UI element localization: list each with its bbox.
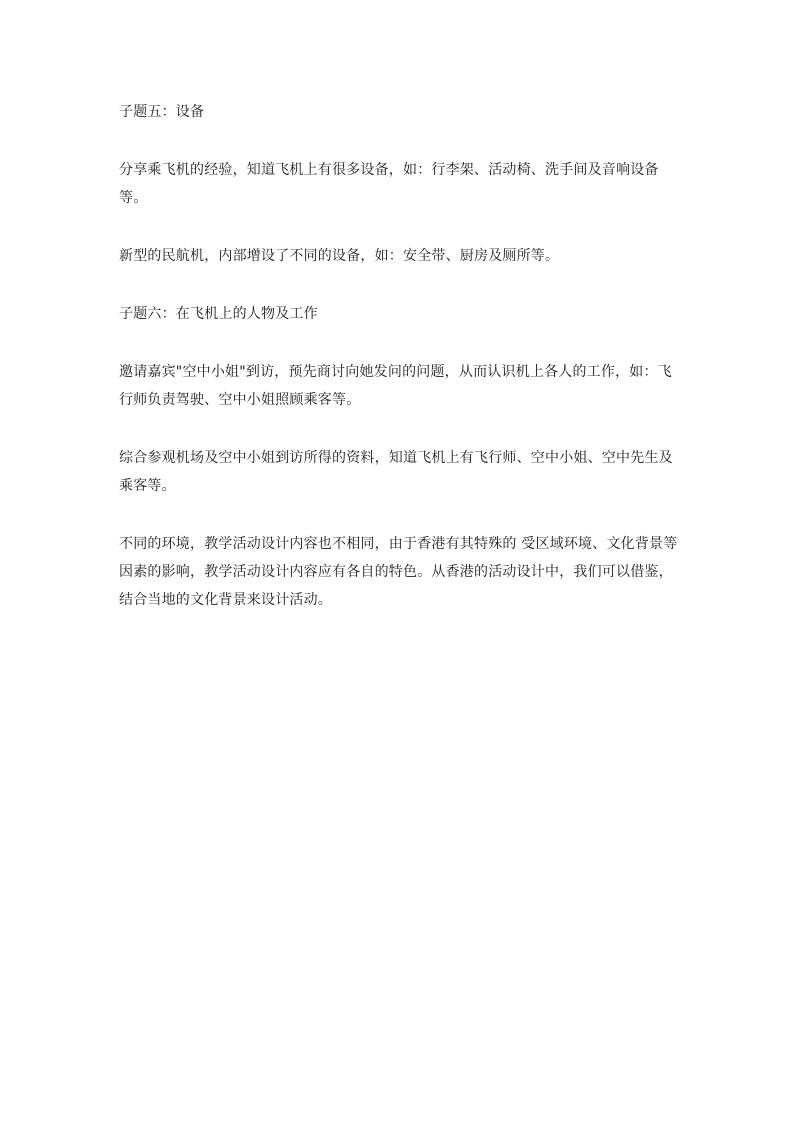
document-body xyxy=(119,98,679,614)
paragraph-equipment-experience: 分享乘飞机的经验，知道飞机上有很多设备，如：行李架、活动椅、洗手间及音响设备等。 xyxy=(119,162,659,206)
paragraph-guest-visit: 邀请嘉宾"空中小姐"到访，预先商讨向她发问的问题，从而认识机上各人的工作，如：飞行师负责驾驶、空中小姐照顾乘客等。 xyxy=(119,364,672,408)
subtopic-six-heading: 子题六：在飞机上的人物及工作 xyxy=(119,306,318,322)
paragraph-airport-summary: 综合参观机场及空中小姐到访所得的资料，知道飞机上有飞行师、空中小姐、空中先生及乘客等。 xyxy=(119,450,673,494)
paragraph-new-aircraft-equipment: 新型的民航机，内部增设了不同的设备，如：安全带、厨房及厕所等。 xyxy=(119,248,560,264)
paragraph-conclusion: 不同的环境，教学活动设计内容也不相同，由于香港有其特殊的 受区域环境、文化背景等因素的影响，教学活动设计内容应有各自的特色。从香港的活动设计中，我们可以借鉴，结合当地的文化背景来设计活动。 xyxy=(119,536,678,608)
subtopic-five-heading: 子题五：设备 xyxy=(119,104,205,120)
